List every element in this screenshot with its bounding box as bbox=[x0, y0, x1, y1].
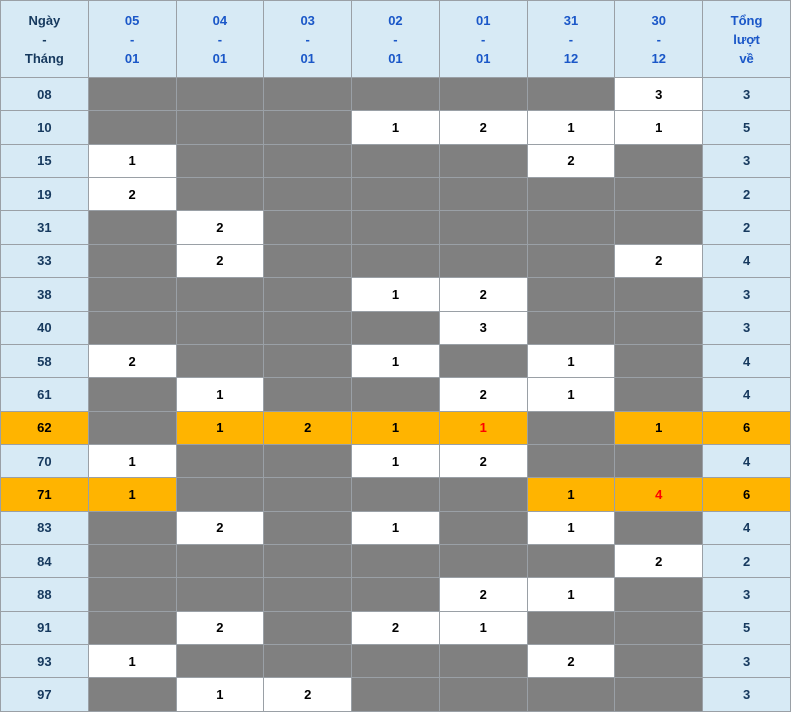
data-cell bbox=[352, 78, 440, 111]
data-cell bbox=[264, 578, 352, 611]
data-cell: 1 bbox=[176, 411, 264, 444]
table-row bbox=[1, 478, 791, 511]
data-cell: 3 bbox=[615, 78, 703, 111]
data-cell: 1 bbox=[527, 378, 615, 411]
table-header bbox=[1, 1, 791, 78]
column-header-4 bbox=[439, 1, 527, 78]
row-total: 3 bbox=[703, 645, 791, 678]
column-header-4-month: 01 bbox=[475, 50, 491, 66]
data-cell bbox=[615, 178, 703, 211]
column-header-0-dash: - bbox=[129, 31, 135, 47]
row-label: 93 bbox=[1, 645, 89, 678]
column-header-1-month: 01 bbox=[212, 50, 228, 66]
data-cell bbox=[615, 645, 703, 678]
table-row bbox=[1, 578, 791, 611]
column-header-2-month: 01 bbox=[300, 50, 315, 66]
row-label: 33 bbox=[1, 244, 89, 277]
row-label: 84 bbox=[1, 545, 89, 578]
data-cell bbox=[88, 244, 176, 277]
data-cell bbox=[352, 378, 440, 411]
data-cell bbox=[352, 144, 440, 177]
data-cell bbox=[352, 478, 440, 511]
column-header-6-day: 30 bbox=[651, 12, 666, 28]
row-total: 3 bbox=[703, 278, 791, 311]
column-header-1 bbox=[176, 1, 264, 78]
data-cell: 2 bbox=[176, 611, 264, 644]
table-row bbox=[1, 344, 791, 377]
data-cell: 3 bbox=[439, 311, 527, 344]
row-label: 15 bbox=[1, 144, 89, 177]
data-cell: 2 bbox=[176, 211, 264, 244]
row-label: 83 bbox=[1, 511, 89, 544]
row-total: 4 bbox=[703, 344, 791, 377]
row-total: 5 bbox=[703, 611, 791, 644]
data-cell bbox=[176, 545, 264, 578]
data-cell bbox=[352, 311, 440, 344]
total-column-header bbox=[703, 1, 791, 78]
data-cell bbox=[439, 211, 527, 244]
data-cell: 1 bbox=[352, 411, 440, 444]
data-cell bbox=[88, 411, 176, 444]
data-cell: 1 bbox=[439, 411, 527, 444]
data-cell: 1 bbox=[527, 578, 615, 611]
data-cell bbox=[527, 411, 615, 444]
data-cell bbox=[527, 311, 615, 344]
data-cell bbox=[88, 78, 176, 111]
data-cell: 4 bbox=[615, 478, 703, 511]
data-cell bbox=[527, 611, 615, 644]
column-header-0-day: 05 bbox=[124, 12, 140, 28]
table-row bbox=[1, 78, 791, 111]
data-cell bbox=[615, 578, 703, 611]
column-header-5-day: 31 bbox=[563, 12, 579, 28]
data-cell: 1 bbox=[352, 444, 440, 477]
data-cell bbox=[352, 178, 440, 211]
row-total: 2 bbox=[703, 178, 791, 211]
data-cell: 1 bbox=[527, 111, 615, 144]
data-cell bbox=[264, 611, 352, 644]
data-cell bbox=[352, 545, 440, 578]
data-cell bbox=[615, 378, 703, 411]
corner-header-line-3: Tháng bbox=[24, 50, 64, 66]
data-cell bbox=[439, 144, 527, 177]
data-cell: 2 bbox=[439, 578, 527, 611]
row-total: 4 bbox=[703, 244, 791, 277]
data-cell: 1 bbox=[615, 111, 703, 144]
data-cell: 2 bbox=[527, 645, 615, 678]
data-cell bbox=[527, 78, 615, 111]
data-cell bbox=[176, 111, 264, 144]
table-row bbox=[1, 611, 791, 644]
column-header-3-dash: - bbox=[393, 31, 398, 47]
data-cell: 2 bbox=[264, 411, 352, 444]
row-label: 97 bbox=[1, 678, 89, 712]
column-header-5-month: 12 bbox=[563, 50, 579, 66]
row-total: 3 bbox=[703, 144, 791, 177]
data-cell bbox=[176, 344, 264, 377]
column-header-5 bbox=[527, 1, 615, 78]
data-cell bbox=[88, 278, 176, 311]
data-cell bbox=[88, 211, 176, 244]
data-cell: 1 bbox=[88, 444, 176, 477]
data-cell bbox=[88, 378, 176, 411]
data-cell: 1 bbox=[527, 511, 615, 544]
header-row bbox=[1, 1, 791, 78]
data-cell bbox=[88, 611, 176, 644]
data-cell: 1 bbox=[176, 378, 264, 411]
row-total: 6 bbox=[703, 411, 791, 444]
table-row bbox=[1, 444, 791, 477]
row-total: 3 bbox=[703, 78, 791, 111]
data-cell bbox=[615, 211, 703, 244]
row-total: 2 bbox=[703, 211, 791, 244]
data-cell bbox=[264, 478, 352, 511]
data-cell bbox=[615, 511, 703, 544]
row-label: 58 bbox=[1, 344, 89, 377]
data-cell: 2 bbox=[527, 144, 615, 177]
data-cell bbox=[176, 645, 264, 678]
data-cell bbox=[264, 244, 352, 277]
data-cell bbox=[264, 111, 352, 144]
row-label: 08 bbox=[1, 78, 89, 111]
table-row bbox=[1, 278, 791, 311]
data-cell bbox=[264, 144, 352, 177]
data-cell: 1 bbox=[352, 344, 440, 377]
data-cell bbox=[527, 278, 615, 311]
corner-header-cell bbox=[1, 1, 89, 78]
data-cell bbox=[264, 444, 352, 477]
data-cell bbox=[615, 678, 703, 712]
row-label: 38 bbox=[1, 278, 89, 311]
data-cell: 2 bbox=[439, 444, 527, 477]
row-label: 70 bbox=[1, 444, 89, 477]
data-cell bbox=[88, 578, 176, 611]
data-cell bbox=[176, 478, 264, 511]
data-cell bbox=[176, 178, 264, 211]
row-total: 6 bbox=[703, 478, 791, 511]
data-cell: 1 bbox=[88, 645, 176, 678]
data-cell bbox=[615, 144, 703, 177]
data-cell: 2 bbox=[615, 545, 703, 578]
data-cell bbox=[176, 78, 264, 111]
table-row bbox=[1, 111, 791, 144]
data-cell bbox=[352, 211, 440, 244]
table-row bbox=[1, 211, 791, 244]
data-cell bbox=[439, 478, 527, 511]
table-row bbox=[1, 144, 791, 177]
data-cell bbox=[264, 645, 352, 678]
table-row bbox=[1, 511, 791, 544]
data-cell bbox=[439, 645, 527, 678]
row-total: 3 bbox=[703, 578, 791, 611]
column-header-1-dash: - bbox=[217, 31, 223, 47]
data-cell bbox=[88, 311, 176, 344]
data-cell bbox=[527, 545, 615, 578]
table-row bbox=[1, 244, 791, 277]
data-cell bbox=[176, 278, 264, 311]
table-row bbox=[1, 645, 791, 678]
corner-header-line-1: Ngày bbox=[28, 12, 61, 28]
data-cell bbox=[264, 311, 352, 344]
column-header-6-month: 12 bbox=[651, 50, 666, 66]
data-cell bbox=[264, 344, 352, 377]
data-cell bbox=[176, 144, 264, 177]
column-header-2 bbox=[264, 1, 352, 78]
row-total: 3 bbox=[703, 311, 791, 344]
data-cell: 2 bbox=[439, 378, 527, 411]
data-cell bbox=[176, 311, 264, 344]
data-cell bbox=[352, 578, 440, 611]
data-cell: 1 bbox=[176, 678, 264, 712]
data-cell: 1 bbox=[88, 478, 176, 511]
data-cell bbox=[352, 244, 440, 277]
data-cell bbox=[88, 111, 176, 144]
data-cell bbox=[615, 311, 703, 344]
row-total: 3 bbox=[703, 678, 791, 712]
data-cell bbox=[264, 78, 352, 111]
data-cell bbox=[176, 578, 264, 611]
row-label: 40 bbox=[1, 311, 89, 344]
data-cell: 2 bbox=[264, 678, 352, 712]
data-cell: 2 bbox=[615, 244, 703, 277]
column-header-5-dash: - bbox=[568, 31, 574, 47]
column-header-0-month: 01 bbox=[124, 50, 140, 66]
column-header-0 bbox=[88, 1, 176, 78]
data-cell bbox=[615, 278, 703, 311]
data-cell: 1 bbox=[527, 344, 615, 377]
column-header-2-dash: - bbox=[305, 31, 310, 47]
row-total: 2 bbox=[703, 545, 791, 578]
row-label: 62 bbox=[1, 411, 89, 444]
data-cell bbox=[615, 344, 703, 377]
data-cell bbox=[264, 178, 352, 211]
data-cell bbox=[88, 545, 176, 578]
table-row bbox=[1, 678, 791, 712]
table-row bbox=[1, 545, 791, 578]
column-header-4-day: 01 bbox=[475, 12, 491, 28]
data-cell: 2 bbox=[176, 244, 264, 277]
data-cell bbox=[527, 178, 615, 211]
data-cell: 1 bbox=[352, 278, 440, 311]
row-label: 10 bbox=[1, 111, 89, 144]
data-cell: 2 bbox=[352, 611, 440, 644]
data-cell bbox=[264, 378, 352, 411]
data-cell bbox=[264, 545, 352, 578]
table-body bbox=[1, 78, 791, 712]
data-cell: 1 bbox=[352, 511, 440, 544]
data-cell: 1 bbox=[439, 611, 527, 644]
data-cell bbox=[439, 344, 527, 377]
column-header-3-day: 02 bbox=[388, 12, 403, 28]
column-header-2-day: 03 bbox=[300, 12, 315, 28]
row-label: 71 bbox=[1, 478, 89, 511]
column-header-6 bbox=[615, 1, 703, 78]
row-total: 4 bbox=[703, 378, 791, 411]
table-row bbox=[1, 411, 791, 444]
data-cell: 2 bbox=[88, 344, 176, 377]
data-cell bbox=[176, 444, 264, 477]
table-row bbox=[1, 378, 791, 411]
data-cell bbox=[352, 645, 440, 678]
data-cell bbox=[527, 678, 615, 712]
table-row bbox=[1, 178, 791, 211]
row-label: 31 bbox=[1, 211, 89, 244]
data-cell bbox=[264, 278, 352, 311]
row-label: 91 bbox=[1, 611, 89, 644]
data-cell bbox=[88, 511, 176, 544]
row-total: 4 bbox=[703, 444, 791, 477]
column-header-6-dash: - bbox=[656, 31, 661, 47]
data-cell: 1 bbox=[527, 478, 615, 511]
data-cell bbox=[439, 545, 527, 578]
data-cell: 1 bbox=[615, 411, 703, 444]
total-header-line-3: về bbox=[739, 50, 754, 66]
data-cell: 1 bbox=[88, 144, 176, 177]
data-cell bbox=[527, 211, 615, 244]
column-header-3 bbox=[352, 1, 440, 78]
data-cell bbox=[527, 444, 615, 477]
total-header-line-1: Tổng bbox=[730, 12, 763, 28]
data-cell bbox=[439, 178, 527, 211]
column-header-1-day: 04 bbox=[212, 12, 228, 28]
data-cell bbox=[439, 244, 527, 277]
data-cell bbox=[527, 244, 615, 277]
data-cell: 2 bbox=[176, 511, 264, 544]
total-header-line-2: lượt bbox=[733, 31, 760, 47]
table-row bbox=[1, 311, 791, 344]
data-cell: 2 bbox=[439, 278, 527, 311]
data-cell bbox=[439, 78, 527, 111]
row-label: 88 bbox=[1, 578, 89, 611]
data-cell: 2 bbox=[88, 178, 176, 211]
data-cell bbox=[439, 678, 527, 712]
data-cell bbox=[88, 678, 176, 712]
corner-header-line-2: - bbox=[42, 31, 47, 47]
data-cell bbox=[264, 211, 352, 244]
data-cell: 1 bbox=[352, 111, 440, 144]
data-cell bbox=[264, 511, 352, 544]
data-cell: 2 bbox=[439, 111, 527, 144]
row-label: 19 bbox=[1, 178, 89, 211]
data-cell bbox=[615, 611, 703, 644]
column-header-3-month: 01 bbox=[388, 50, 403, 66]
data-cell bbox=[439, 511, 527, 544]
column-header-4-dash: - bbox=[481, 31, 486, 47]
row-total: 4 bbox=[703, 511, 791, 544]
row-total: 5 bbox=[703, 111, 791, 144]
row-label: 61 bbox=[1, 378, 89, 411]
data-cell bbox=[615, 444, 703, 477]
data-cell bbox=[352, 678, 440, 712]
